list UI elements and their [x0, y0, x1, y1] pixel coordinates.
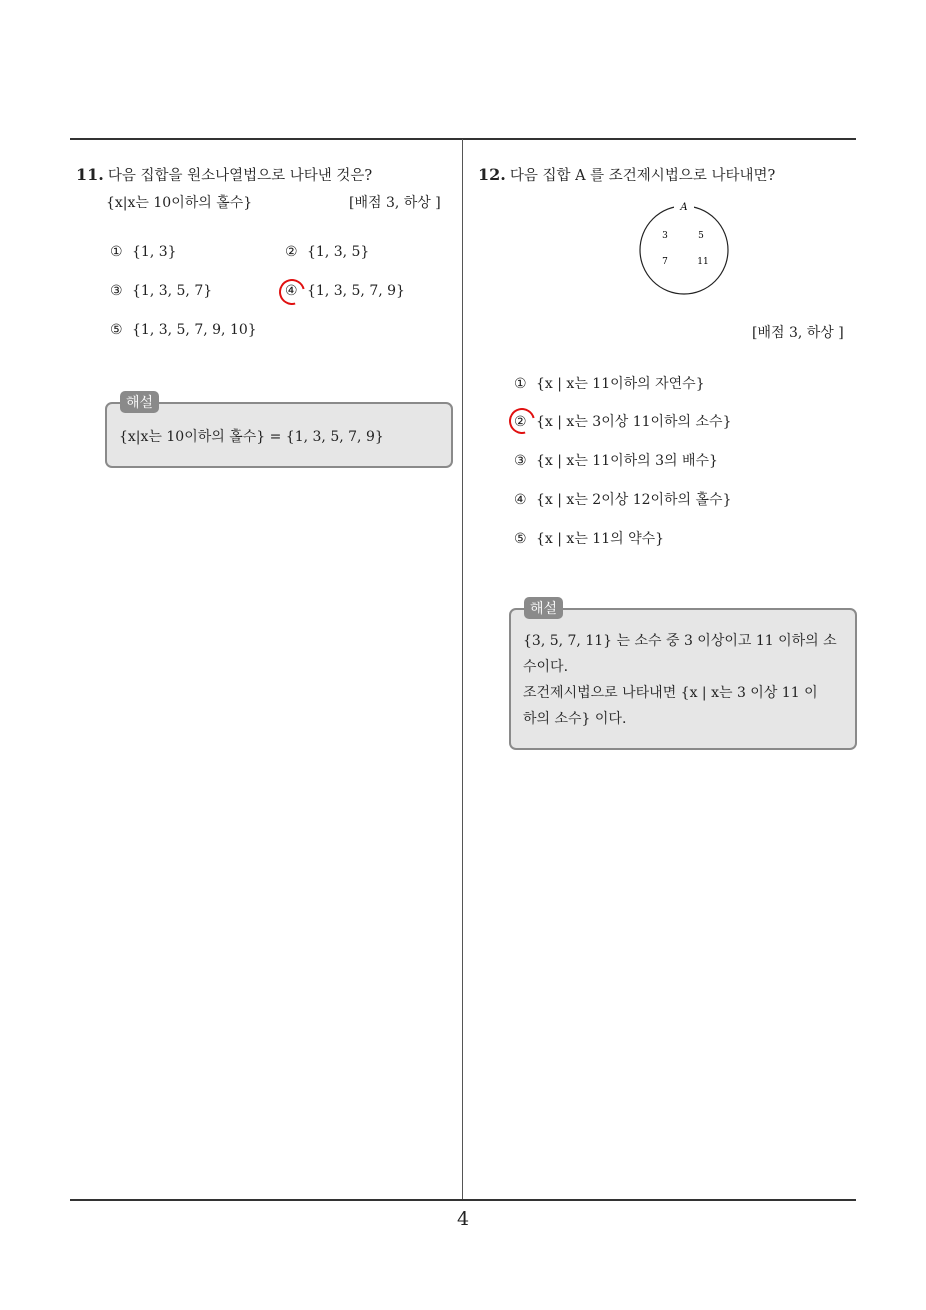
answer-circle-mark	[504, 403, 540, 439]
q12-choice-5[interactable]	[514, 528, 664, 548]
q12-explanation-line: {3, 5, 7, 11} 는 소수 중 3 이상이고 11 이하의 소	[523, 633, 837, 649]
q11-explanation-text: {x|x는 10이하의 홀수} = {1, 3, 5, 7, 9}	[119, 429, 384, 445]
question-11-set: {x|x는 10이하의 홀수}	[106, 195, 253, 211]
question-11-score: [배점 3, 하상 ]	[349, 195, 441, 211]
choice-mark: ④	[285, 283, 298, 299]
venn-label: A	[680, 202, 688, 213]
q12-explanation-line: 수이다.	[523, 659, 569, 675]
choice-mark: ③	[514, 453, 527, 469]
choice-mark: ④	[514, 492, 527, 508]
choice-mark: ⑤	[514, 531, 527, 547]
venn-diagram	[638, 198, 730, 298]
question-12-score: [배점 3, 하상 ]	[752, 325, 844, 341]
choice-text: {1, 3, 5, 7, 9}	[307, 283, 405, 299]
choice-text: {1, 3, 5}	[307, 244, 370, 260]
answer-circle-mark	[274, 274, 310, 310]
question-12-heading	[478, 164, 775, 185]
question-11-text: 다음 집합을 원소나열법으로 나타낸 것은?	[107, 168, 373, 184]
choice-text: {1, 3}	[132, 244, 177, 260]
q11-choice-3[interactable]	[110, 283, 212, 299]
q12-explanation-box	[509, 608, 857, 750]
choice-text: {x | x는 2이상 12이하의 홀수}	[536, 492, 732, 508]
venn-circle	[640, 206, 728, 294]
question-12-number: 12.	[478, 165, 506, 184]
venn-element: 11	[697, 257, 709, 267]
question-11-heading	[76, 164, 372, 185]
choice-text: {1, 3, 5, 7}	[132, 283, 213, 299]
question-11-number: 11.	[76, 165, 104, 184]
q11-choice-1[interactable]	[110, 244, 177, 260]
choice-mark: ②	[285, 244, 298, 260]
q12-explanation-tag: 해설	[524, 597, 563, 619]
venn-element: 7	[662, 257, 668, 267]
choice-text: {x | x는 3이상 11이하의 소수}	[536, 414, 732, 430]
choice-text: {1, 3, 5, 7, 9, 10}	[132, 322, 257, 338]
q11-explanation-box	[105, 402, 453, 468]
q11-choice-5[interactable]	[110, 322, 257, 338]
bottom-rule	[70, 1199, 856, 1201]
q12-choice-3[interactable]	[514, 450, 718, 470]
choice-text: {x | x는 11이하의 자연수}	[536, 376, 705, 392]
q12-choice-4[interactable]	[514, 489, 732, 509]
q11-explanation-tag: 해설	[120, 391, 159, 413]
choice-mark: ②	[514, 414, 527, 430]
choice-text: {x | x는 11이하의 3의 배수}	[536, 453, 718, 469]
q12-explanation-line: 하의 소수} 이다.	[523, 711, 627, 727]
q12-choice-1[interactable]	[514, 373, 705, 393]
q12-explanation-line: 조건제시법으로 나타내면 {x | x는 3 이상 11 이	[523, 685, 818, 701]
choice-text: {x | x는 11의 약수}	[536, 531, 665, 547]
venn-element: 5	[698, 231, 704, 241]
choice-mark: ③	[110, 283, 123, 299]
choice-mark: ①	[110, 244, 123, 260]
column-divider	[462, 139, 463, 1200]
choice-mark: ①	[514, 376, 527, 392]
venn-element: 3	[662, 231, 668, 241]
choice-mark: ⑤	[110, 322, 123, 338]
question-12-text: 다음 집합 A 를 조건제시법으로 나타내면?	[509, 168, 776, 184]
top-rule	[70, 138, 856, 140]
q12-choice-2[interactable]	[514, 411, 732, 431]
q11-choice-2[interactable]	[285, 244, 369, 260]
page-number: 4	[456, 1208, 470, 1230]
